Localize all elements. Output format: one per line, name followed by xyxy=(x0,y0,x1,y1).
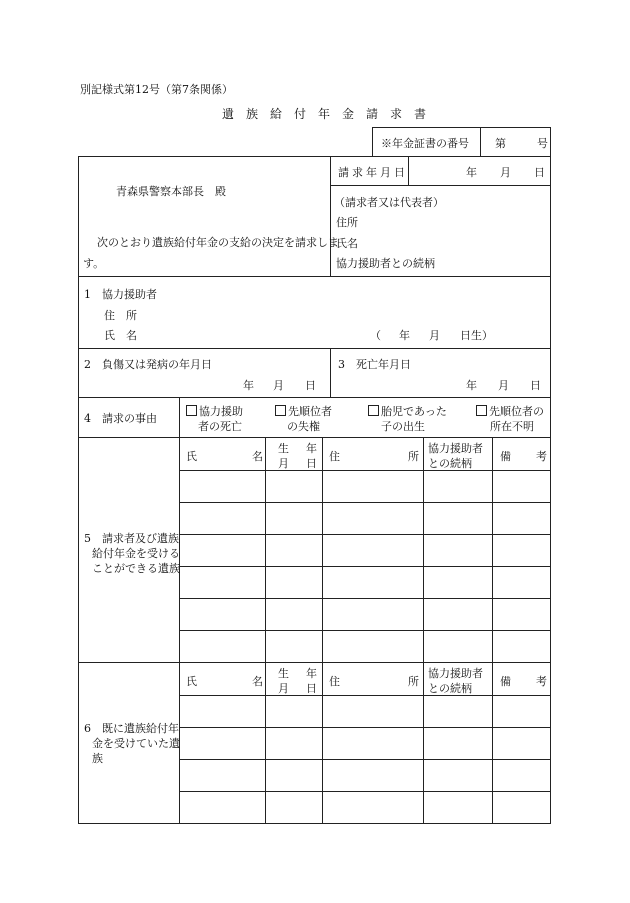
s3-month: 月 xyxy=(498,379,509,392)
request-date-year: 年 xyxy=(466,166,477,179)
s2-month: 月 xyxy=(273,379,284,392)
claimant-name-label: 氏名 xyxy=(336,237,358,250)
cert-dai: 第 xyxy=(495,137,506,150)
s1-paren-open: （ xyxy=(370,329,381,342)
s1-title: 1 協力援助者 xyxy=(84,288,157,301)
s2-day: 日 xyxy=(305,379,316,392)
s3-title: 3 死亡年月日 xyxy=(338,358,411,371)
s5-label-line2: 給付年金を受ける xyxy=(92,547,180,560)
request-date-day: 日 xyxy=(534,166,545,179)
s4-title: 4 請求の事由 xyxy=(84,412,157,425)
s1-birth-day: 日生） xyxy=(460,329,493,342)
cert-number-label: ※年金証書の番号 xyxy=(381,137,469,150)
form-title: 遺 族 給 付 年 金 請 求 書 xyxy=(222,107,427,121)
request-statement-line2: す。 xyxy=(83,257,105,270)
checkbox-icon[interactable] xyxy=(186,405,197,416)
s5-label-line3: ことができる遺族 xyxy=(92,562,180,575)
s1-name-label: 氏 名 xyxy=(104,329,137,342)
claimant-relation-label: 協力援助者との続柄 xyxy=(336,257,435,270)
request-statement-line1: 次のとおり遺族給付年金の支給の決定を請求しま xyxy=(97,236,339,249)
s5-label-line1: 5 請求者及び遺族 xyxy=(84,532,179,545)
addressee: 青森県警察本部長 殿 xyxy=(116,185,226,198)
request-date-month: 月 xyxy=(500,166,511,179)
form-id: 別記様式第12号（第7条関係） xyxy=(80,83,233,96)
s1-birth-month: 月 xyxy=(429,329,440,342)
checkbox-icon[interactable] xyxy=(476,405,487,416)
checkbox-icon[interactable] xyxy=(368,405,379,416)
claimant-header: （請求者又は代表者） xyxy=(334,196,444,209)
cert-go: 号 xyxy=(537,137,548,150)
s1-address-label: 住 所 xyxy=(104,309,137,322)
s6-label-line2: 金を受けていた遺 xyxy=(92,737,180,750)
s6-label-line3: 族 xyxy=(92,752,103,765)
s1-birth-year: 年 xyxy=(399,329,410,342)
s2-year: 年 xyxy=(243,379,254,392)
checkbox-icon[interactable] xyxy=(275,405,286,416)
s2-title: 2 負傷又は発病の年月日 xyxy=(84,358,212,371)
s3-year: 年 xyxy=(466,379,477,392)
request-date-label: 請求年月日 xyxy=(338,166,408,179)
s6-label-line1: 6 既に遺族給付年 xyxy=(84,722,179,735)
claimant-address-label: 住所 xyxy=(336,216,358,229)
s3-day: 日 xyxy=(530,379,541,392)
